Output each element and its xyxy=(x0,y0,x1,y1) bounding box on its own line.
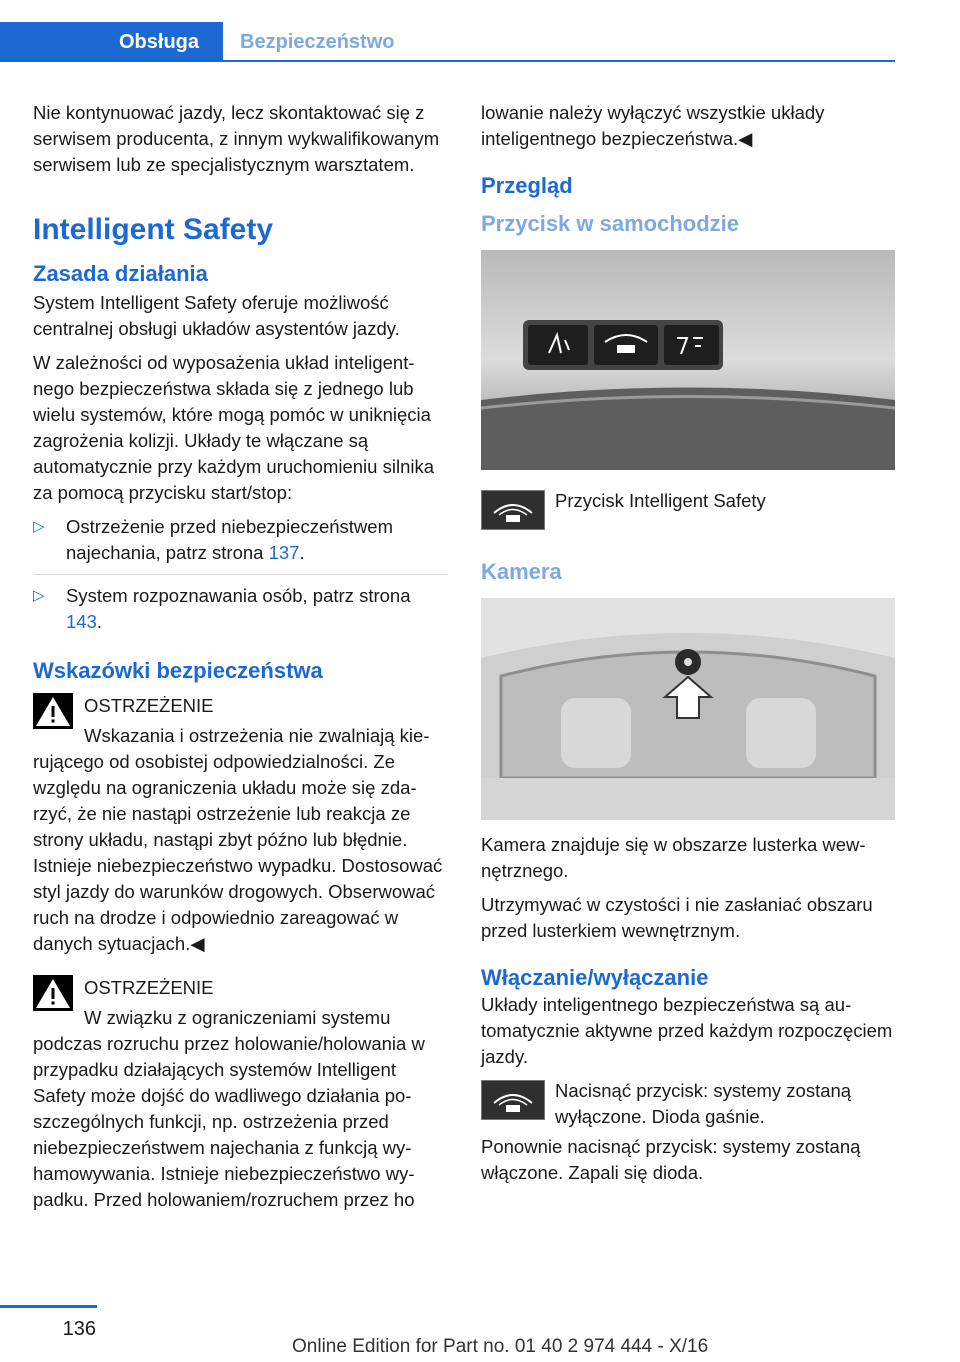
button-caption: Przycisk Intelligent Safety xyxy=(555,490,766,511)
intro-paragraph: Nie kontynuować jazdy, lecz skontaktować się z serwisem producenta, z innym wykwalifikowanym serwisem lub ze specjalistycznym warsztatem. xyxy=(33,102,440,175)
principle-paragraph-1: System Intelligent Safety oferuje możliwość centralnej obsługi układów asystentów jazdy. xyxy=(33,292,400,339)
warning-text: W związku z ograniczeniami systemu podczas rozruchu przez holowanie/holowania w przypadku działających systemów Intelligent Safety może dojść do wadliwego działania poszczególnych funkcji, np. ostrzeżenia przed niebezpieczeństwem najechania z funkcją wyhamowywania. Istnieje niebezpieczeństwo wypadku. Przed holowaniem/rozruchem przez ho xyxy=(33,1007,425,1210)
overview-heading: Przegląd xyxy=(481,173,573,198)
right-column xyxy=(481,100,896,1194)
onoff-heading: Włączanie/wyłączanie xyxy=(481,965,709,990)
list-item: ▷ System rozpoznawania osób, patrz strona 143. xyxy=(33,585,411,632)
camera-heading: Kamera xyxy=(481,559,562,584)
tab-bezpieczenstwo[interactable]: Bezpieczeństwo xyxy=(240,30,395,53)
page-link[interactable]: 137 xyxy=(268,542,300,563)
principle-paragraph-2: W zależności od wyposażenia układ inteligentnego bezpieczeństwa składa się z jednego lub wielu systemów, które mogą pomóc w uniknięcia zagrożenia kolizji. Układy te włączane są automatycznie przy każdym uruchomieniu silnika za pomocą przycisku start/stop: xyxy=(33,352,435,503)
continued-paragraph: lowanie należy wyłączyć wszystkie układy inteligentnego bezpieczeństwa.◀ xyxy=(481,102,825,149)
header-tabs xyxy=(0,22,895,62)
button-heading: Przycisk w samochodzie xyxy=(481,211,739,236)
triangle-bullet-icon: ▷ xyxy=(33,518,45,535)
button-caption-row xyxy=(481,488,896,534)
warning-text: Wskazania i ostrzeżenia nie zwalniają kierującego od osobistej odpowiedzialności. Ze względu na ograniczenia układu może się zdarzyć, że nie nastąpi ostrzeżenie lub reakcja ze strony układu, nastąpi zbyt późno lub błędnie. Istnieje niebezpieczeństwo wypadku. Dostosować styl jazdy do warunków drogowych. Obserwować ruch na drodze i odpowiednio zareagować w danych sytuacjach.◀ xyxy=(33,725,443,954)
list-item: ▷ Ostrzeżenie przed niebezpieczeństwem najechania, patrz strona 137. xyxy=(33,514,448,575)
camera-photo xyxy=(481,598,895,820)
warning-triangle-icon xyxy=(33,975,73,1011)
warning-label: OSTRZEŻENIE xyxy=(84,695,214,716)
page-number: 136 xyxy=(62,1318,96,1340)
onoff-instruction: Nacisnąć przycisk: systemy zostaną wyłączone. Dioda gaśnie. xyxy=(555,1080,852,1127)
camera-paragraph-2: Utrzymywać w czystości i nie zasłaniać obszaru przed lusterkiem wewnętrznym. xyxy=(481,894,873,941)
intelligent-safety-button-icon xyxy=(481,1080,545,1120)
safety-heading: Wskazówki bezpieczeństwa xyxy=(33,658,323,683)
triangle-bullet-icon: ▷ xyxy=(33,587,45,604)
warning-block xyxy=(33,975,448,1213)
button-panel-photo xyxy=(481,250,895,470)
onoff-paragraph-2: Ponownie nacisnąć przycisk: systemy zostaną włączone. Zapali się dioda. xyxy=(481,1136,861,1183)
footer-line xyxy=(0,1305,97,1308)
systems-list xyxy=(33,514,448,643)
principle-heading: Zasada działania xyxy=(33,261,208,286)
section-title: Intelligent Safety xyxy=(33,213,274,246)
intelligent-safety-button-icon xyxy=(481,490,545,530)
warning-label: OSTRZEŻENIE xyxy=(84,977,214,998)
onoff-paragraph-1: Układy inteligentnego bezpieczeństwa są automatycznie aktywne przed każdym rozpoczęciem jazdy. xyxy=(481,994,893,1067)
tab-obsluga[interactable]: Obsługa xyxy=(0,22,223,62)
warning-block xyxy=(33,693,448,957)
edition-note: Online Edition for Part no. 01 40 2 974 444 - X/16 xyxy=(292,1336,709,1357)
camera-paragraph-1: Kamera znajduje się w obszarze lusterka wewnętrznego. xyxy=(481,834,866,881)
warning-triangle-icon xyxy=(33,693,73,729)
onoff-instruction-row xyxy=(481,1078,896,1130)
left-column xyxy=(33,100,448,1221)
tab-underline xyxy=(223,60,895,62)
page-link[interactable]: 143 xyxy=(66,611,97,632)
